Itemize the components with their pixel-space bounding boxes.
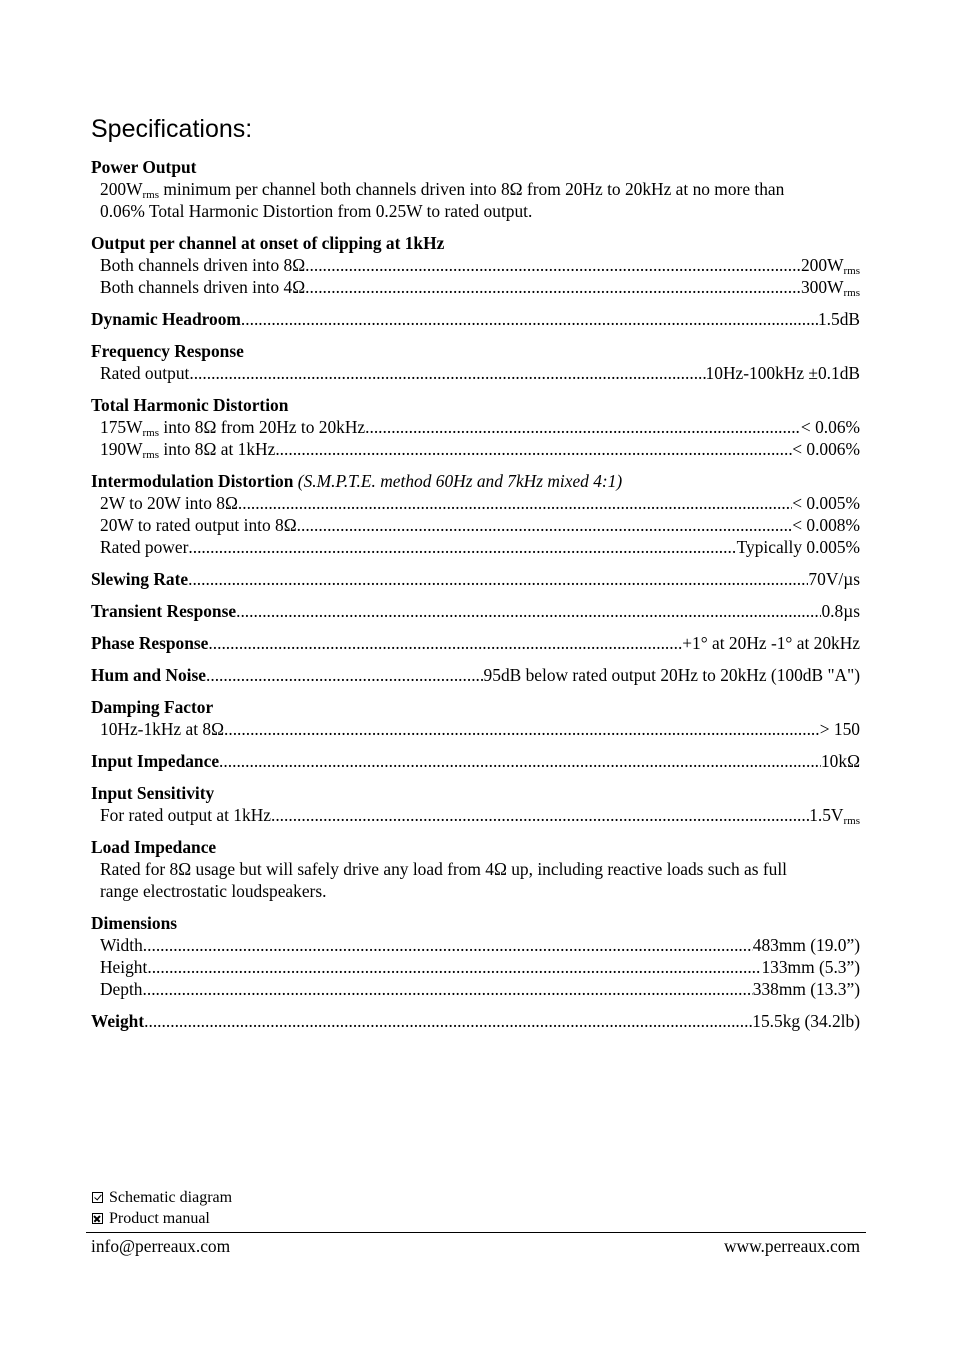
imd-value: < 0.005% xyxy=(792,493,860,513)
imd-label: 2W to 20W into 8Ω xyxy=(100,493,238,513)
leader-dots xyxy=(219,750,821,772)
dimension-value: 338mm (13.3”) xyxy=(752,979,860,999)
power-output-section xyxy=(91,156,860,222)
dynamic-headroom-label: Dynamic Headroom xyxy=(91,309,241,329)
input-sensitivity-row xyxy=(100,804,860,826)
input-sensitivity-label: For rated output at 1kHz xyxy=(100,805,271,825)
leader-dots xyxy=(143,934,753,956)
thd-row-175w xyxy=(100,416,860,438)
transient-response-section xyxy=(91,600,860,622)
dynamic-headroom-section xyxy=(91,308,860,330)
thd-section xyxy=(91,394,860,460)
dimension-row-depth xyxy=(100,978,860,1000)
input-impedance-section xyxy=(91,750,860,772)
leader-dots xyxy=(188,536,736,558)
checklist-label: Product manual xyxy=(109,1210,210,1227)
clipping-heading: Output per channel at onset of clipping at 1kHz xyxy=(91,233,445,253)
power-output-text: minimum per channel both channels driven into 8Ω from 20Hz to 20kHz at no more than xyxy=(159,179,785,199)
phase-response-row xyxy=(91,632,860,654)
page-title: Specifications: xyxy=(91,115,253,143)
imd-note: (S.M.P.T.E. method 60Hz and 7kHz mixed 4:1) xyxy=(297,471,623,491)
thd-label: $190W_{rms}$ into 8Ω at 1kHz xyxy=(100,439,276,461)
clipping-value: $300W_{rms}$ xyxy=(800,277,860,299)
damping-factor-section xyxy=(91,696,860,740)
slewing-rate-row xyxy=(91,568,860,590)
weight-value: 15.5kg (34.2lb) xyxy=(752,1011,860,1031)
clipping-section xyxy=(91,232,860,298)
damping-factor-row xyxy=(100,718,860,740)
thd-heading: Total Harmonic Distortion xyxy=(91,395,289,415)
leader-dots xyxy=(147,956,761,978)
checklist-item-manual xyxy=(91,1208,232,1229)
input-sensitivity-heading: Input Sensitivity xyxy=(91,783,215,803)
clipping-value: $200W_{rms}$ xyxy=(800,255,860,277)
imd-label: 20W to rated output into 8Ω xyxy=(100,515,297,535)
phase-response-section xyxy=(91,632,860,654)
crossed-box-icon xyxy=(92,1213,103,1224)
dimension-label: Depth xyxy=(100,979,143,999)
imd-row xyxy=(100,492,860,514)
leader-dots xyxy=(271,804,809,826)
input-sensitivity-section xyxy=(91,782,860,826)
dimensions-heading: Dimensions xyxy=(91,913,178,933)
leader-dots xyxy=(275,438,792,460)
hum-noise-row xyxy=(91,664,860,686)
document-checklist xyxy=(91,1187,232,1229)
dynamic-headroom-value: 1.5dB xyxy=(817,309,860,329)
slewing-rate-label: Slewing Rate xyxy=(91,569,189,589)
leader-dots xyxy=(305,254,801,276)
thd-row-190w xyxy=(100,438,860,460)
transient-response-value: 0.8µs xyxy=(821,601,860,621)
checklist-item-schematic xyxy=(91,1187,232,1208)
footer-email: info@perreaux.com xyxy=(91,1236,231,1256)
imd-heading: Intermodulation Distortion (S.M.P.T.E. method 60Hz and 7kHz mixed 4:1) xyxy=(91,471,623,491)
frequency-response-heading: Frequency Response xyxy=(91,341,244,361)
input-impedance-label: Input Impedance xyxy=(91,751,220,771)
leader-dots xyxy=(206,664,484,686)
frequency-response-label: Rated output xyxy=(100,363,190,383)
page-footer xyxy=(91,1235,860,1257)
dimension-value: 133mm (5.3”) xyxy=(761,957,860,977)
dynamic-headroom-row xyxy=(91,308,860,330)
dimension-label: Height xyxy=(100,957,148,977)
leader-dots xyxy=(305,276,801,298)
dimensions-section xyxy=(91,912,860,1000)
leader-dots xyxy=(238,492,792,514)
hum-noise-value: 95dB below rated output 20Hz to 20kHz (100dB "A") xyxy=(483,665,860,685)
power-output-description xyxy=(100,178,860,222)
transient-response-row xyxy=(91,600,860,622)
imd-section xyxy=(91,470,860,558)
weight-label: Weight xyxy=(91,1011,145,1031)
dimension-row-width xyxy=(100,934,860,956)
checked-box-icon xyxy=(92,1192,103,1203)
power-output-text-2: 0.06% Total Harmonic Distortion from 0.25W to rated output. xyxy=(100,201,533,221)
leader-dots xyxy=(208,632,682,654)
weight-section xyxy=(91,1010,860,1032)
hum-noise-section xyxy=(91,664,860,686)
leader-dots xyxy=(143,978,753,1000)
thd-value: < 0.006% xyxy=(792,439,860,459)
imd-row xyxy=(100,514,860,536)
dimension-row-height xyxy=(100,956,860,978)
dimension-label: Width xyxy=(100,935,143,955)
hum-noise-label: Hum and Noise xyxy=(91,665,206,685)
damping-factor-label: 10Hz-1kHz at 8Ω xyxy=(100,719,224,739)
leader-dots xyxy=(365,416,801,438)
load-impedance-section xyxy=(91,836,860,902)
frequency-response-section xyxy=(91,340,860,384)
input-sensitivity-value: $1.5V_{rms}$ xyxy=(809,805,860,827)
power-output-watts: 200W xyxy=(100,179,143,199)
leader-dots xyxy=(189,362,705,384)
thd-label: $175W_{rms}$ into 8Ω from 20Hz to 20kHz xyxy=(100,417,366,439)
imd-value: < 0.008% xyxy=(792,515,860,535)
leader-dots xyxy=(241,308,818,330)
leader-dots xyxy=(144,1010,752,1032)
input-impedance-row xyxy=(91,750,860,772)
damping-factor-heading: Damping Factor xyxy=(91,697,214,717)
leader-dots xyxy=(236,600,821,622)
frequency-response-row xyxy=(100,362,860,384)
imd-value: Typically 0.005% xyxy=(736,537,860,557)
imd-label: Rated power xyxy=(100,537,189,557)
load-impedance-description: Rated for 8Ω usage but will safely drive any load from 4Ω up, including reactive loads such as full range electrostatic loudspeakers. xyxy=(100,859,787,901)
load-impedance-heading: Load Impedance xyxy=(91,837,217,857)
power-output-heading: Power Output xyxy=(91,157,197,177)
clipping-label: Both channels driven into 8Ω xyxy=(100,255,306,275)
leader-dots xyxy=(224,718,820,740)
dimension-value: 483mm (19.0”) xyxy=(752,935,860,955)
slewing-rate-value: 70V/µs xyxy=(808,569,860,589)
footer-website: www.perreaux.com xyxy=(723,1236,860,1256)
weight-row xyxy=(91,1010,860,1032)
clipping-label: Both channels driven into 4Ω xyxy=(100,277,306,297)
phase-response-value: +1° at 20Hz -1° at 20kHz xyxy=(682,633,860,653)
thd-value: < 0.06% xyxy=(800,417,860,437)
clipping-row-4ohm xyxy=(100,276,860,298)
slewing-rate-section xyxy=(91,568,860,590)
footer-divider xyxy=(86,1232,866,1233)
specifications-list xyxy=(91,156,860,1042)
leader-dots xyxy=(188,568,808,590)
frequency-response-value: 10Hz-100kHz ±0.1dB xyxy=(705,363,860,383)
damping-factor-value: > 150 xyxy=(819,719,860,739)
phase-response-label: Phase Response xyxy=(91,633,209,653)
imd-row xyxy=(100,536,860,558)
clipping-row-8ohm xyxy=(100,254,860,276)
transient-response-label: Transient Response xyxy=(91,601,237,621)
rms-subscript: rms xyxy=(142,189,160,201)
leader-dots xyxy=(297,514,793,536)
checklist-label: Schematic diagram xyxy=(109,1189,233,1206)
input-impedance-value: 10kΩ xyxy=(820,751,860,771)
